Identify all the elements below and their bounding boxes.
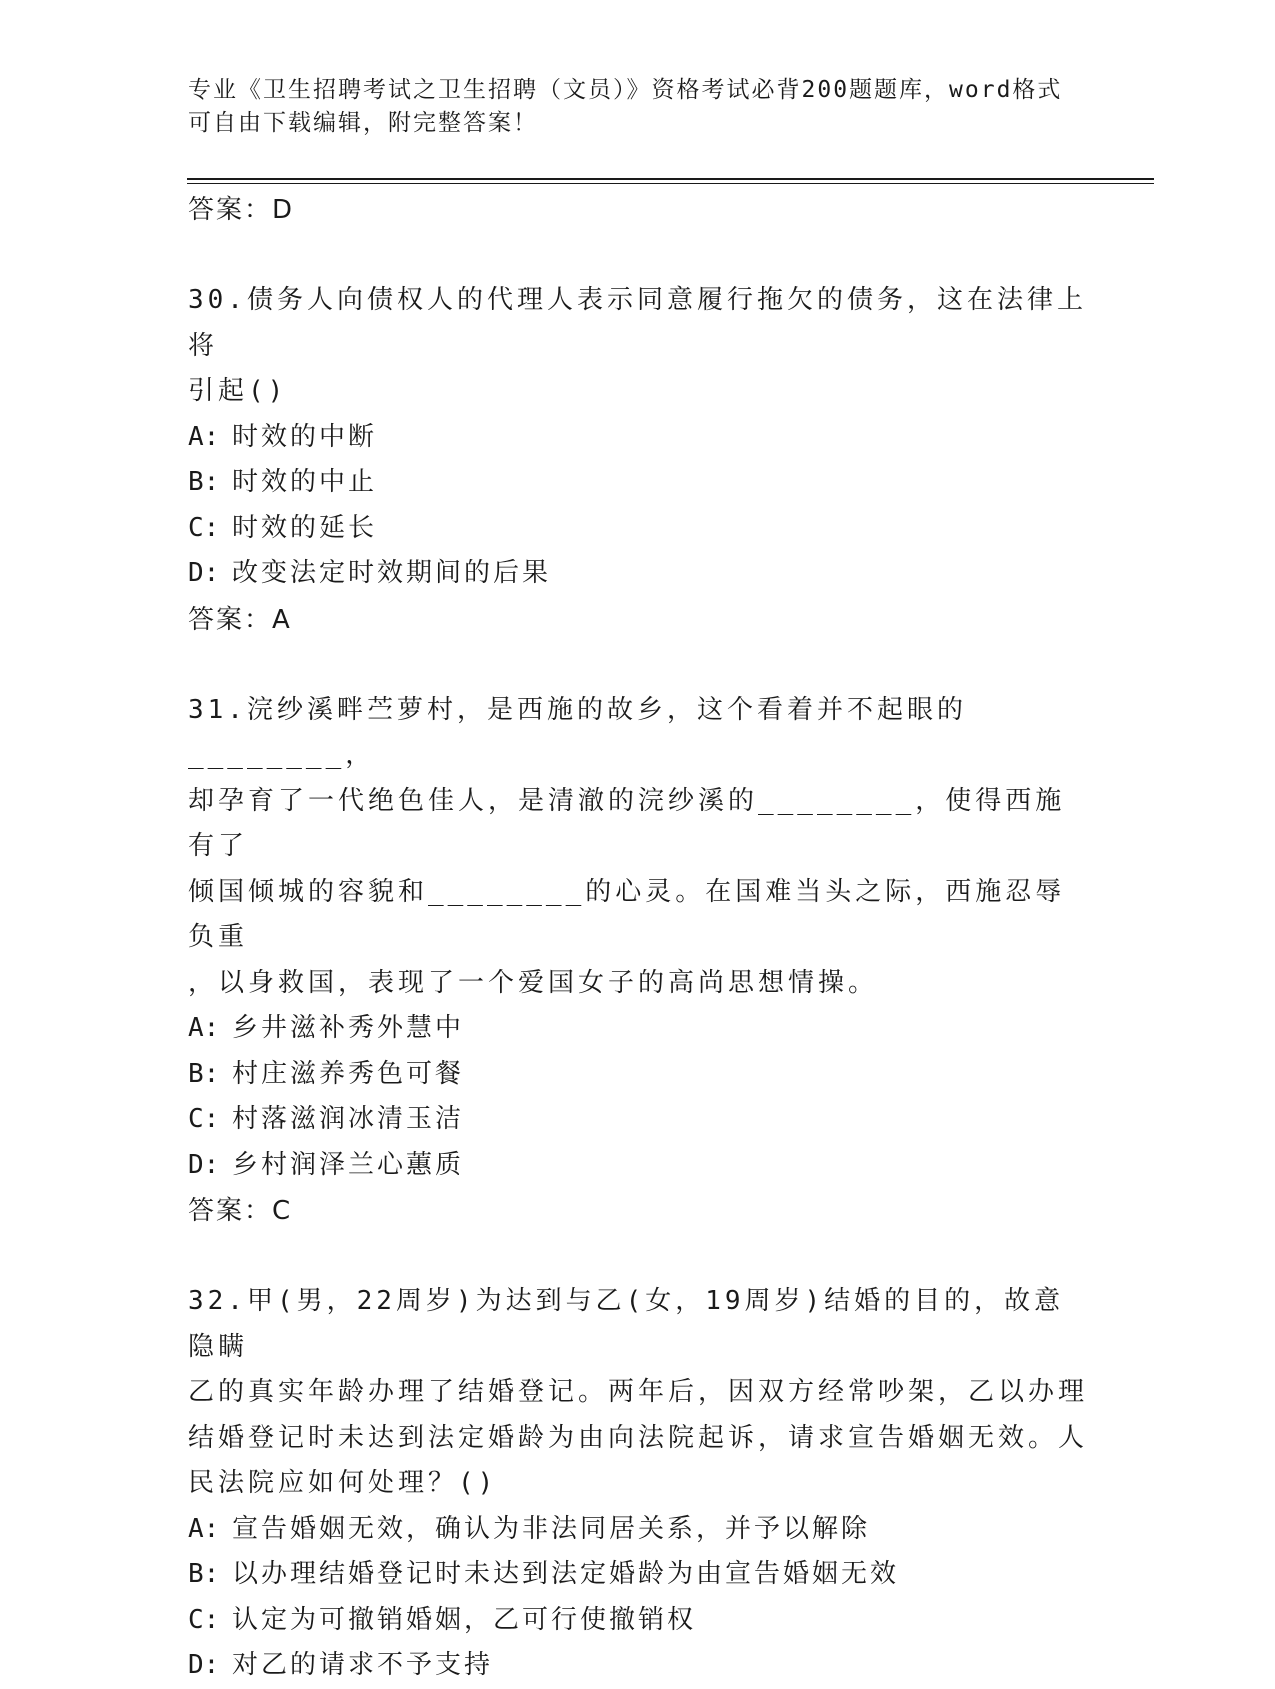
option-key: B: (188, 1058, 220, 1089)
option-text: 乡村润泽兰心蕙质 (232, 1149, 465, 1180)
option-text: 改变法定时效期间的后果 (232, 558, 552, 588)
stem-line: 引起() (188, 376, 288, 406)
header-line: 专业《卫生招聘考试之卫生招聘（文员）》资格考试必背200题题库，word格式 (188, 77, 1063, 103)
option-key: C: (188, 1104, 220, 1134)
option-d (188, 1143, 1088, 1189)
option-b (188, 460, 1088, 506)
document-body (188, 187, 1088, 1689)
option-text: 乡井滋补秀外慧中 (232, 1013, 465, 1043)
option-a (188, 1006, 1088, 1052)
option-text: 认定为可撤销婚姻，乙可行使撤销权 (232, 1604, 697, 1635)
option-key: D: (188, 1650, 220, 1680)
stem-line: 31.浣纱溪畔苎萝村，是西施的故乡，这个看着并不起眼的________， (188, 694, 967, 770)
option-key: A: (188, 1513, 220, 1544)
question-31 (188, 688, 1088, 1235)
stem-line: ，以身救国，表现了一个爱国女子的高尚思想情操。 (188, 967, 879, 998)
option-text: 宣告婚姻无效，确认为非法同居关系，并予以解除 (232, 1513, 871, 1544)
option-a (188, 415, 1088, 461)
stem-line: 乙的真实年龄办理了结婚登记。两年后，因双方经常吵架，乙以办理 (188, 1377, 1089, 1407)
question-stem (188, 278, 1088, 415)
question-30 (188, 278, 1088, 643)
option-key: D: (188, 558, 220, 588)
question-stem (188, 1279, 1088, 1507)
option-text: 时效的延长 (232, 512, 378, 543)
answer-line: 答案：A (188, 604, 292, 635)
stem-line: 30.债务人向债权人的代理人表示同意履行拖欠的债务，这在法律上将 (188, 285, 1087, 361)
option-text: 对乙的请求不予支持 (232, 1650, 494, 1680)
option-text: 以办理结婚登记时未达到法定婚龄为由宣告婚姻无效 (232, 1559, 900, 1589)
header-line: 可自由下载编辑，附完整答案！ (188, 110, 538, 136)
option-key: B: (188, 467, 220, 497)
stem-line: 倾国倾城的容貌和________的心灵。在国难当头之际，西施忍辱负重 (188, 876, 1066, 952)
option-d (188, 551, 1088, 597)
option-b (188, 1552, 1088, 1598)
option-key: D: (188, 1149, 220, 1180)
option-c (188, 1097, 1088, 1143)
question-32 (188, 1279, 1088, 1689)
stem-line: 却孕育了一代绝色佳人，是清澈的浣纱溪的________，使得西施有了 (188, 785, 1066, 861)
option-c (188, 1598, 1088, 1644)
header-divider (187, 178, 1154, 180)
option-key: C: (188, 512, 220, 543)
option-c (188, 506, 1088, 552)
answer-line: 答案：D (188, 195, 295, 225)
option-key: B: (188, 1559, 220, 1589)
question-stem (188, 688, 1088, 1007)
header-divider (187, 183, 1154, 184)
option-b (188, 1052, 1088, 1098)
stem-line: 结婚登记时未达到法定婚龄为由向法院起诉，请求宣告婚姻无效。人 (188, 1422, 1089, 1453)
option-key: A: (188, 1013, 220, 1043)
answer-line: 答案：C (188, 1196, 293, 1226)
option-key: C: (188, 1604, 220, 1635)
option-text: 时效的中止 (232, 467, 378, 497)
option-text: 时效的中断 (232, 421, 378, 452)
option-text: 村落滋润冰清玉洁 (232, 1104, 465, 1134)
option-key: A: (188, 421, 220, 452)
option-a (188, 1507, 1088, 1553)
option-text: 村庄滋养秀色可餐 (232, 1058, 465, 1089)
stem-line: 32.甲(男，22周岁)为达到与乙(女，19周岁)结婚的目的，故意隐瞒 (188, 1286, 1065, 1362)
stem-line: 民法院应如何处理？() (188, 1468, 498, 1498)
document-header (188, 74, 1088, 140)
